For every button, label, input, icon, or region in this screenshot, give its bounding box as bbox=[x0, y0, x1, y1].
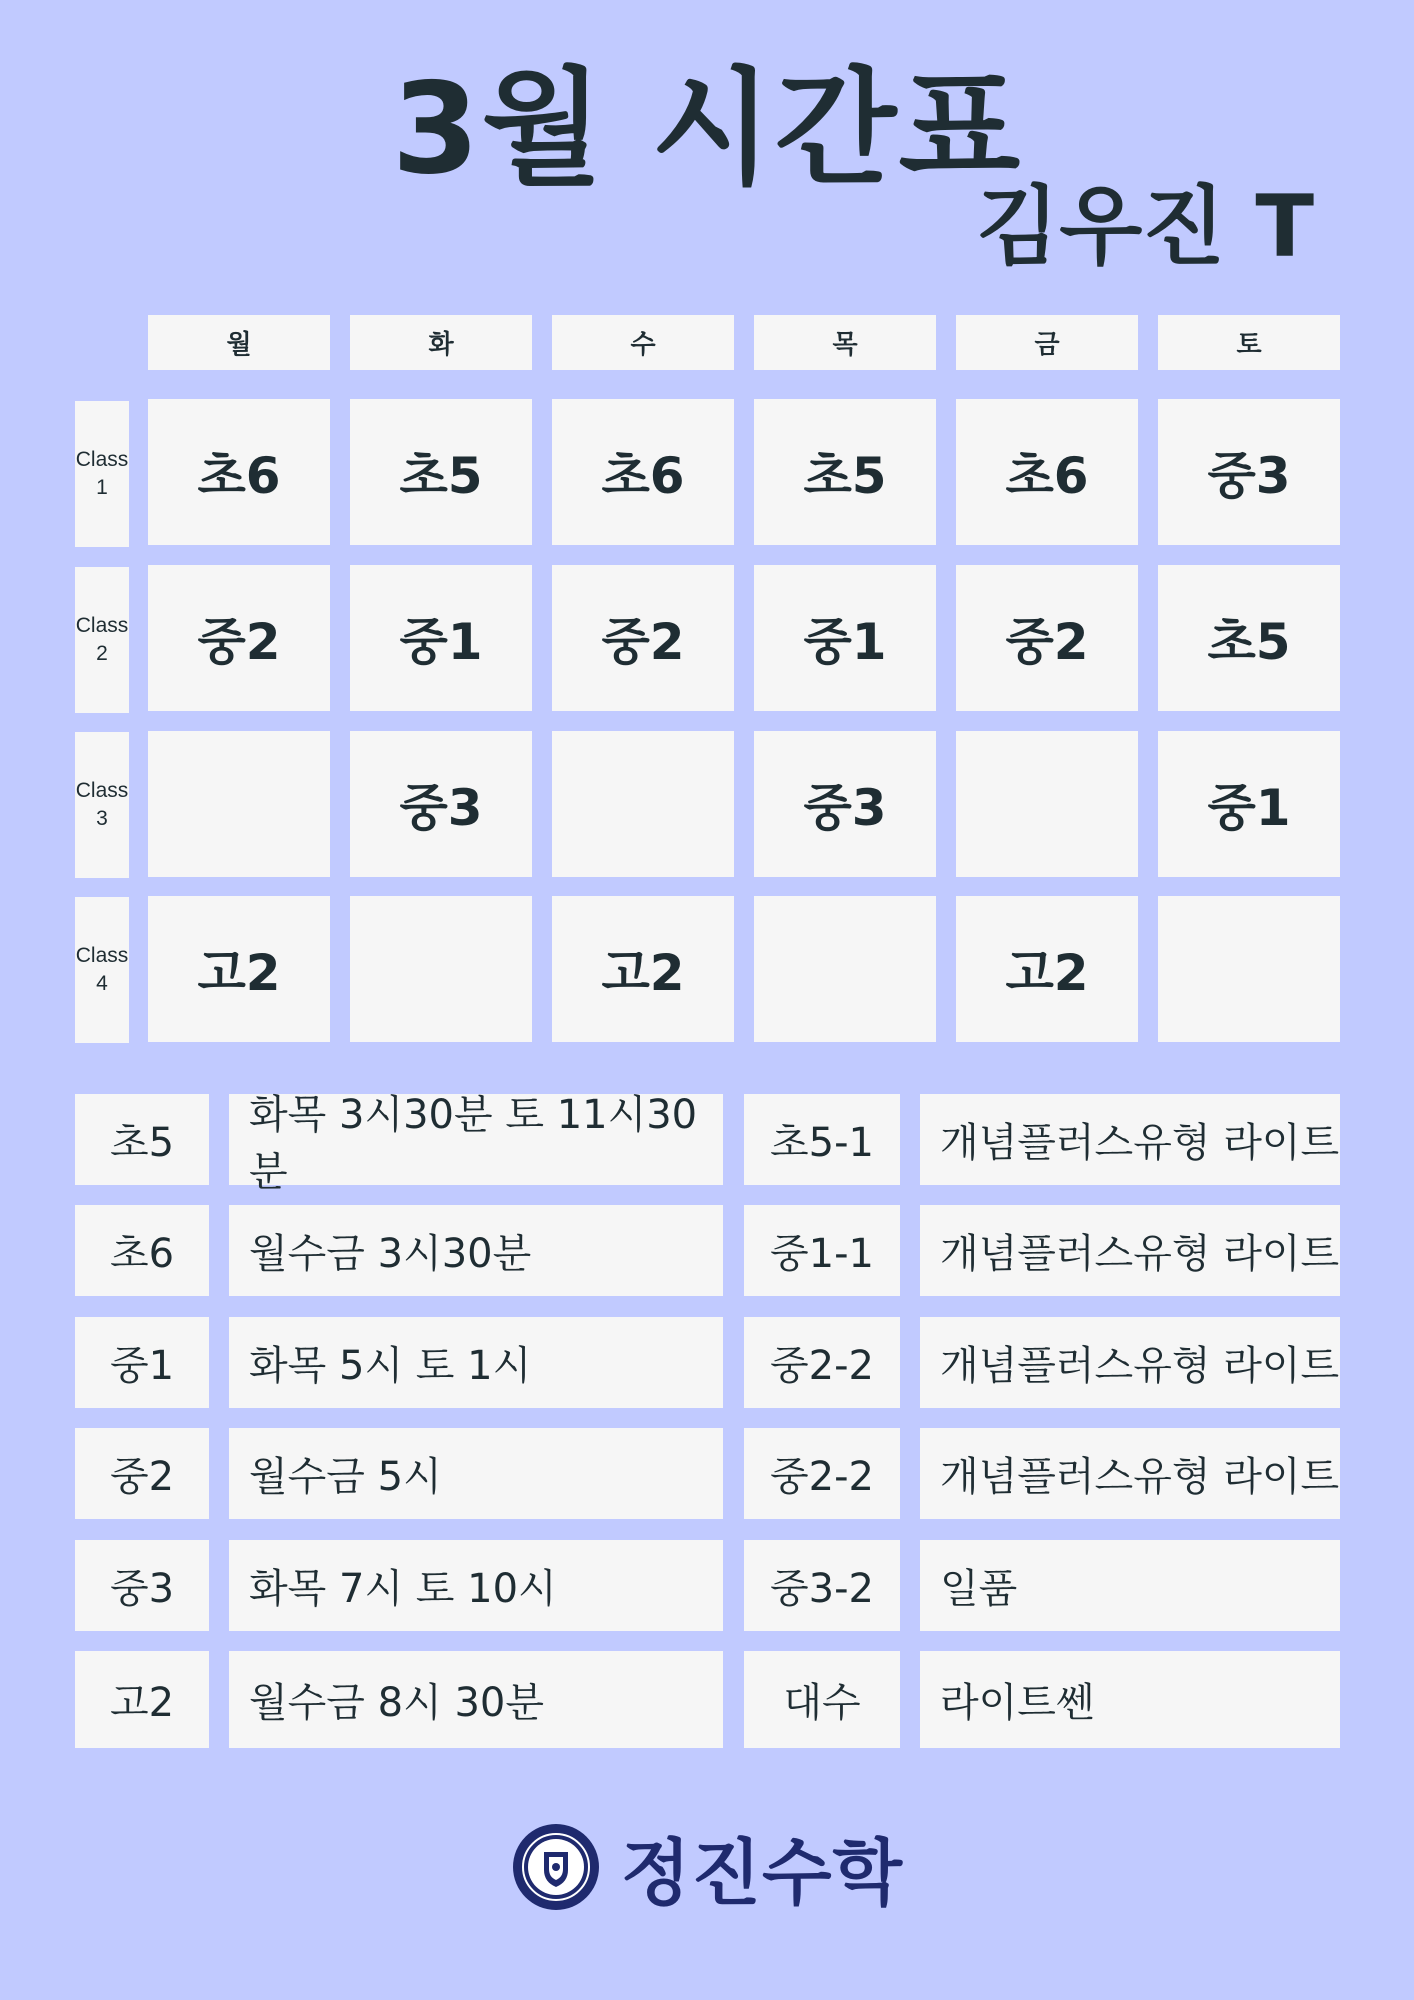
university-seal-icon bbox=[511, 1822, 601, 1912]
schedule-cell: 중3 bbox=[1158, 399, 1340, 545]
schedule-cell: 초5 bbox=[1158, 565, 1340, 711]
info-book: 일품 bbox=[920, 1540, 1340, 1631]
class-label-3 bbox=[75, 732, 129, 878]
schedule-cell: 중2 bbox=[148, 565, 330, 711]
schedule-cell: 초5 bbox=[754, 399, 936, 545]
info-course: 중2-2 bbox=[744, 1428, 900, 1519]
schedule-cell: 중1 bbox=[754, 565, 936, 711]
schedule-cell bbox=[1158, 896, 1340, 1042]
class-label-2 bbox=[75, 567, 129, 713]
schedule-cell bbox=[754, 896, 936, 1042]
schedule-cell: 중3 bbox=[350, 731, 532, 877]
info-book: 개념플러스유형 라이트 bbox=[920, 1317, 1340, 1408]
schedule-cell: 고2 bbox=[148, 896, 330, 1042]
page-title: 3월 시간표 bbox=[391, 55, 1023, 202]
info-time: 화목 3시30분 토 11시30분 bbox=[229, 1094, 723, 1185]
info-course: 중2-2 bbox=[744, 1317, 900, 1408]
footer-logo bbox=[0, 1815, 1414, 1919]
schedule-cell: 중2 bbox=[552, 565, 734, 711]
schedule-cell: 초6 bbox=[148, 399, 330, 545]
class-label-number: 1 bbox=[96, 476, 108, 499]
teacher-name: 김우진 T bbox=[976, 177, 1314, 277]
info-time: 월수금 8시 30분 bbox=[229, 1651, 723, 1748]
info-time: 월수금 5시 bbox=[229, 1428, 723, 1519]
info-grade: 초5 bbox=[75, 1094, 209, 1185]
class-label-1 bbox=[75, 401, 129, 547]
day-header-thu: 목 bbox=[754, 315, 936, 370]
schedule-cell bbox=[552, 731, 734, 877]
class-label-word: Class bbox=[75, 778, 129, 802]
schedule-cell: 고2 bbox=[956, 896, 1138, 1042]
info-course: 대수 bbox=[744, 1651, 900, 1748]
info-time: 화목 7시 토 10시 bbox=[229, 1540, 723, 1631]
schedule-cell: 초5 bbox=[350, 399, 532, 545]
info-course: 중3-2 bbox=[744, 1540, 900, 1631]
class-label-number: 2 bbox=[96, 642, 108, 665]
info-time: 화목 5시 토 1시 bbox=[229, 1317, 723, 1408]
info-grade: 초6 bbox=[75, 1205, 209, 1296]
schedule-cell: 고2 bbox=[552, 896, 734, 1042]
info-grade: 중2 bbox=[75, 1428, 209, 1519]
class-label-number: 4 bbox=[96, 972, 108, 995]
schedule-cell: 중1 bbox=[1158, 731, 1340, 877]
class-label-4 bbox=[75, 897, 129, 1043]
info-book: 라이트쎈 bbox=[920, 1651, 1340, 1748]
info-grade: 중3 bbox=[75, 1540, 209, 1631]
day-header-mon: 월 bbox=[148, 315, 330, 370]
brand-name: 정진수학 bbox=[620, 1831, 904, 1915]
schedule-cell: 중1 bbox=[350, 565, 532, 711]
day-header-tue: 화 bbox=[350, 315, 532, 370]
info-course: 초5-1 bbox=[744, 1094, 900, 1185]
info-course: 중1-1 bbox=[744, 1205, 900, 1296]
day-header-sat: 토 bbox=[1158, 315, 1340, 370]
schedule-cell bbox=[148, 731, 330, 877]
schedule-cell: 초6 bbox=[552, 399, 734, 545]
schedule-cell: 중2 bbox=[956, 565, 1138, 711]
class-label-word: Class bbox=[75, 943, 129, 967]
schedule-cell bbox=[350, 896, 532, 1042]
info-grade: 중1 bbox=[75, 1317, 209, 1408]
info-grade: 고2 bbox=[75, 1651, 209, 1748]
schedule-cell bbox=[956, 731, 1138, 877]
day-header-wed: 수 bbox=[552, 315, 734, 370]
day-header-fri: 금 bbox=[956, 315, 1138, 370]
info-book: 개념플러스유형 라이트 bbox=[920, 1205, 1340, 1296]
info-time: 월수금 3시30분 bbox=[229, 1205, 723, 1296]
class-label-number: 3 bbox=[96, 807, 108, 830]
schedule-cell: 초6 bbox=[956, 399, 1138, 545]
class-label-word: Class bbox=[75, 447, 129, 471]
info-book: 개념플러스유형 라이트 bbox=[920, 1428, 1340, 1519]
info-book: 개념플러스유형 라이트 bbox=[920, 1094, 1340, 1185]
class-label-word: Class bbox=[75, 613, 129, 637]
schedule-cell: 중3 bbox=[754, 731, 936, 877]
